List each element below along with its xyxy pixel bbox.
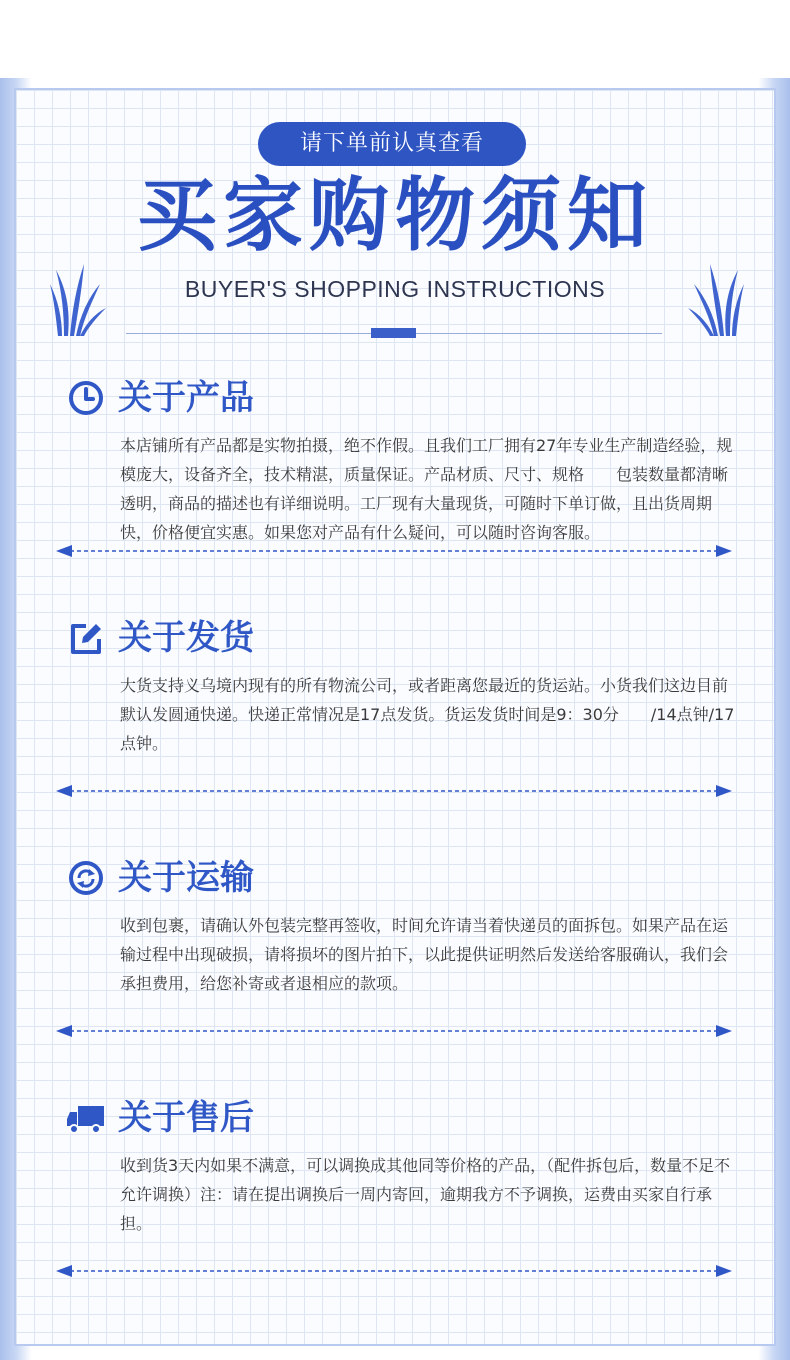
truck-icon — [66, 1098, 106, 1138]
section-divider — [56, 544, 732, 558]
section-body: 本店铺所有产品都是实物拍摄，绝不作假。且我们工厂拥有27年专业生产制造经验，规模庞大，设备齐全，技术精湛，质量保证。产品材质、尺寸、规格 包装数量都清晰透明，商品的描述也有详细说明。工厂现有大量现货，可随时下单订做，且出货周期快，价格便宜实惠。如果您对产品有什么疑问，可以随时咨询客服。 — [120, 436, 733, 542]
section-body: 大货支持义乌境内现有的所有物流公司，或者距离您最近的货运站。小货我们这边目前默认发圆通快递。快递正常情况是17点发货。货运发货时间是9：30分 /14点钟/17点钟。 — [120, 676, 735, 753]
page-subtitle: BUYER'S SHOPPING INSTRUCTIONS — [184, 276, 606, 302]
section-divider — [56, 1024, 732, 1038]
section-title: 关于发货 — [118, 618, 254, 658]
section-transport — [0, 858, 790, 1098]
section-body: 收到包裹，请确认外包装完整再签收，时间允许请当着快递员的面拆包。如果产品在运输过程中出现破损，请将损坏的图片拍下，以此提供证明然后发送给客服确认，我们会承担费用，给您补寄或者退相应的款项。 — [120, 916, 729, 993]
clock-icon — [66, 378, 106, 418]
title-divider-accent — [371, 328, 416, 338]
page-title: 买家购物须知 — [137, 169, 653, 262]
section-divider — [56, 784, 732, 798]
section-product — [0, 378, 790, 618]
section-body: 收到货3天内如果不满意，可以调换成其他同等价格的产品，（配件拆包后，数量不足不允许调换）注：请在提出调换后一周内寄回，逾期我方不予调换，运费由买家自行承担。 — [120, 1156, 731, 1233]
section-after-sales — [0, 1098, 790, 1338]
section-shipping — [0, 618, 790, 858]
edit-icon — [66, 618, 106, 658]
refresh-icon — [66, 858, 106, 898]
notice-badge: 请下单前认真查看 — [258, 122, 526, 166]
section-divider — [56, 1264, 732, 1278]
section-title: 关于运输 — [118, 858, 254, 898]
section-title: 关于产品 — [118, 378, 254, 418]
section-title: 关于售后 — [118, 1098, 254, 1138]
